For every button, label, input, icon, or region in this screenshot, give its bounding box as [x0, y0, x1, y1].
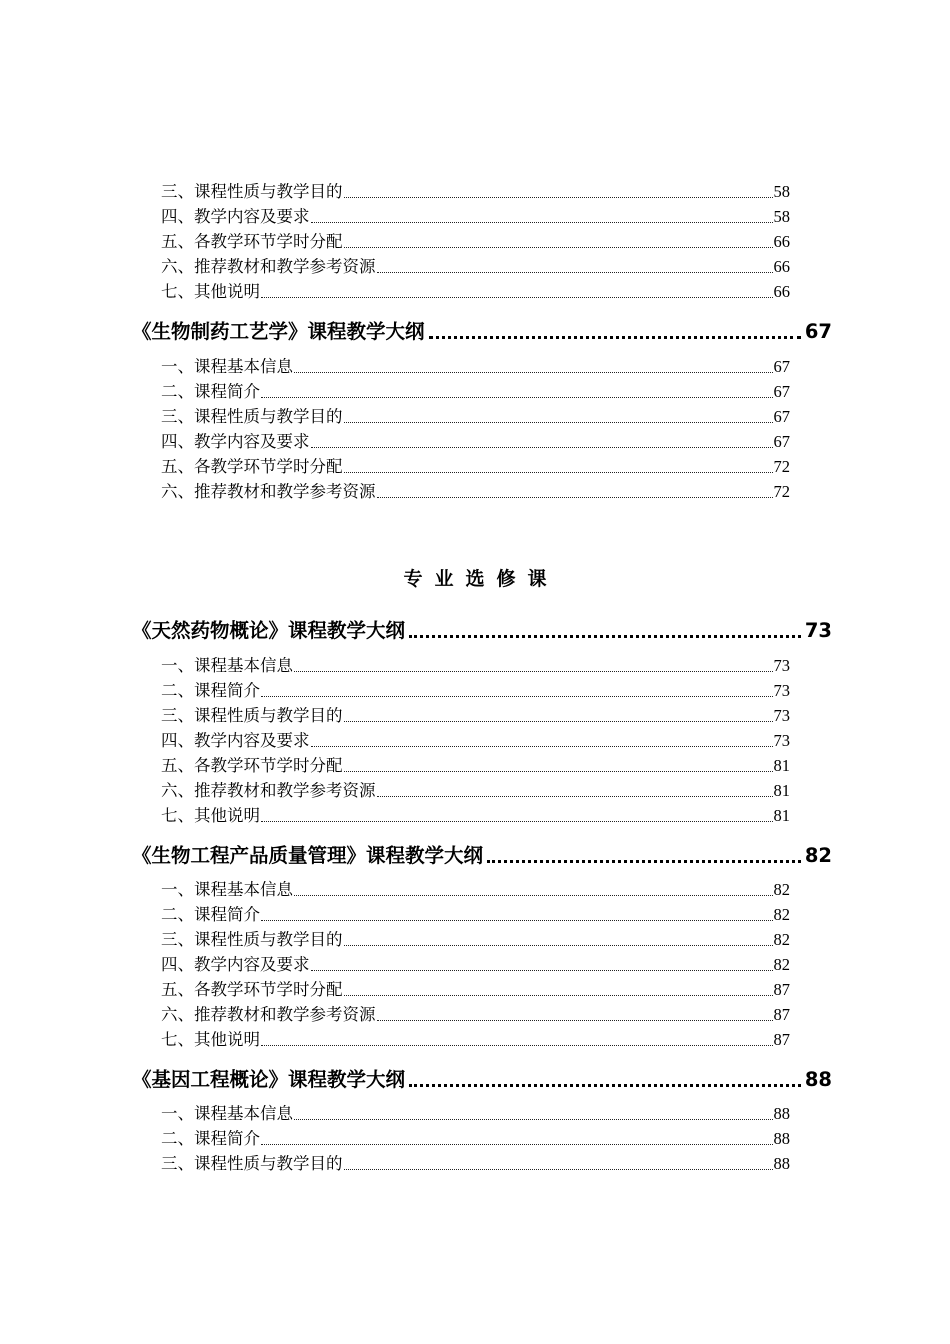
toc-label: 七、其他说明: [161, 1030, 260, 1049]
toc-entry[interactable]: [161, 253, 790, 277]
toc-heading[interactable]: [132, 1063, 832, 1093]
toc-heading[interactable]: [132, 614, 832, 644]
toc-entry[interactable]: [161, 478, 790, 502]
toc-entry[interactable]: [161, 178, 790, 202]
dot-leader: [409, 1084, 801, 1087]
toc-label: 三、课程性质与教学目的: [161, 930, 343, 949]
toc-entry[interactable]: [161, 428, 790, 452]
toc-label: 四、教学内容及要求: [161, 207, 310, 226]
toc-page-number: 82: [804, 844, 832, 867]
dot-leader: [311, 746, 773, 747]
toc-page-number: 88: [773, 1104, 790, 1123]
toc-page-number: 81: [773, 756, 790, 775]
toc-entry[interactable]: [161, 727, 790, 751]
toc-label: 二、课程简介: [161, 681, 260, 700]
toc-label: 六、推荐教材和教学参考资源: [161, 1005, 376, 1024]
toc-page-number: 73: [773, 706, 790, 725]
toc-label: 七、其他说明: [161, 282, 260, 301]
dot-leader: [344, 247, 773, 248]
dot-leader: [344, 995, 773, 996]
toc-entry[interactable]: [161, 228, 790, 252]
toc-page-number: 73: [773, 731, 790, 750]
toc-page-number: 58: [773, 207, 790, 226]
toc-entry[interactable]: [161, 901, 790, 925]
toc-page-number: 58: [773, 182, 790, 201]
toc-entry[interactable]: [161, 702, 790, 726]
toc-page-number: 67: [804, 320, 832, 343]
toc-label: 一、课程基本信息: [161, 357, 293, 376]
toc-page-number: 82: [773, 955, 790, 974]
dot-leader: [429, 336, 801, 339]
dot-leader: [294, 1119, 773, 1120]
dot-leader: [311, 222, 773, 223]
toc-entry[interactable]: [161, 203, 790, 227]
toc-label: 五、各教学环节学时分配: [161, 457, 343, 476]
dot-leader: [344, 721, 773, 722]
toc-page-number: 87: [773, 980, 790, 999]
toc-label: 二、课程简介: [161, 1129, 260, 1148]
toc-label: 四、教学内容及要求: [161, 432, 310, 451]
dot-leader: [344, 771, 773, 772]
toc-entry[interactable]: [161, 1026, 790, 1050]
dot-leader: [377, 497, 773, 498]
dot-leader: [409, 635, 801, 638]
toc-label: 四、教学内容及要求: [161, 731, 310, 750]
section-title: 专业选修课: [403, 568, 559, 590]
toc-page-number: 67: [773, 357, 790, 376]
toc-page-number: 66: [773, 282, 790, 301]
toc-label: 二、课程简介: [161, 382, 260, 401]
toc-entry[interactable]: [161, 876, 790, 900]
toc-label: 六、推荐教材和教学参考资源: [161, 781, 376, 800]
toc-entry[interactable]: [161, 1150, 790, 1174]
toc-entry[interactable]: [161, 1125, 790, 1149]
toc-entry[interactable]: [161, 1001, 790, 1025]
dot-leader: [261, 696, 773, 697]
dot-leader: [377, 1020, 773, 1021]
dot-leader: [294, 671, 773, 672]
toc-page-number: 81: [773, 806, 790, 825]
toc-label: 《天然药物概论》课程教学大纲: [132, 619, 406, 642]
toc-label: 五、各教学环节学时分配: [161, 980, 343, 999]
toc-page-number: 66: [773, 232, 790, 251]
toc-page-number: 87: [773, 1030, 790, 1049]
toc-heading[interactable]: [132, 315, 832, 345]
toc-label: 《生物制药工艺学》课程教学大纲: [132, 320, 425, 343]
toc-label: 一、课程基本信息: [161, 880, 293, 899]
toc-page-number: 88: [804, 1068, 832, 1091]
toc-page-number: 72: [773, 457, 790, 476]
dot-leader: [261, 1045, 773, 1046]
toc-page-number: 82: [773, 930, 790, 949]
toc-entry[interactable]: [161, 976, 790, 1000]
toc-label: 三、课程性质与教学目的: [161, 182, 343, 201]
dot-leader: [377, 796, 773, 797]
toc-page-number: 67: [773, 407, 790, 426]
toc-label: 《基因工程概论》课程教学大纲: [132, 1068, 406, 1091]
dot-leader: [261, 920, 773, 921]
dot-leader: [311, 447, 773, 448]
toc-page-number: 82: [773, 880, 790, 899]
toc-label: 五、各教学环节学时分配: [161, 232, 343, 251]
dot-leader: [261, 297, 773, 298]
toc-label: 四、教学内容及要求: [161, 955, 310, 974]
dot-leader: [311, 970, 773, 971]
toc-page-number: 73: [804, 619, 832, 642]
toc-entry[interactable]: [161, 453, 790, 477]
toc-page-number: 72: [773, 482, 790, 501]
toc-label: 三、课程性质与教学目的: [161, 706, 343, 725]
toc-label: 六、推荐教材和教学参考资源: [161, 257, 376, 276]
toc-label: 《生物工程产品质量管理》课程教学大纲: [132, 844, 484, 867]
toc-entry[interactable]: [161, 378, 790, 402]
toc-entry[interactable]: [161, 777, 790, 801]
dot-leader: [344, 1169, 773, 1170]
toc-label: 一、课程基本信息: [161, 1104, 293, 1123]
dot-leader: [487, 860, 801, 863]
toc-page-number: 88: [773, 1129, 790, 1148]
dot-leader: [261, 1144, 773, 1145]
toc-label: 七、其他说明: [161, 806, 260, 825]
toc-label: 三、课程性质与教学目的: [161, 1154, 343, 1173]
dot-leader: [344, 197, 773, 198]
toc-entry[interactable]: [161, 403, 790, 427]
dot-leader: [294, 372, 773, 373]
toc-entry[interactable]: [161, 353, 790, 377]
toc-page-number: 67: [773, 382, 790, 401]
toc-page-number: 73: [773, 656, 790, 675]
toc-entry[interactable]: [161, 677, 790, 701]
toc-page-number: 82: [773, 905, 790, 924]
toc-page-number: 73: [773, 681, 790, 700]
toc-page-number: 88: [773, 1154, 790, 1173]
toc-label: 六、推荐教材和教学参考资源: [161, 482, 376, 501]
toc-label: 一、课程基本信息: [161, 656, 293, 675]
toc-entry[interactable]: [161, 926, 790, 950]
dot-leader: [344, 945, 773, 946]
toc-page-number: 66: [773, 257, 790, 276]
dot-leader: [261, 821, 773, 822]
toc-label: 三、课程性质与教学目的: [161, 407, 343, 426]
toc-label: 二、课程简介: [161, 905, 260, 924]
toc-page-number: 87: [773, 1005, 790, 1024]
toc-entry[interactable]: [161, 652, 790, 676]
toc-heading[interactable]: [132, 839, 832, 869]
dot-leader: [294, 895, 773, 896]
toc-entry[interactable]: [161, 278, 790, 302]
dot-leader: [344, 472, 773, 473]
dot-leader: [377, 272, 773, 273]
toc-entry[interactable]: [161, 752, 790, 776]
toc-entry[interactable]: [161, 1100, 790, 1124]
dot-leader: [261, 397, 773, 398]
toc-page-number: 81: [773, 781, 790, 800]
toc-page-number: 67: [773, 432, 790, 451]
toc-label: 五、各教学环节学时分配: [161, 756, 343, 775]
toc-entry[interactable]: [161, 802, 790, 826]
toc-entry[interactable]: [161, 951, 790, 975]
dot-leader: [344, 422, 773, 423]
